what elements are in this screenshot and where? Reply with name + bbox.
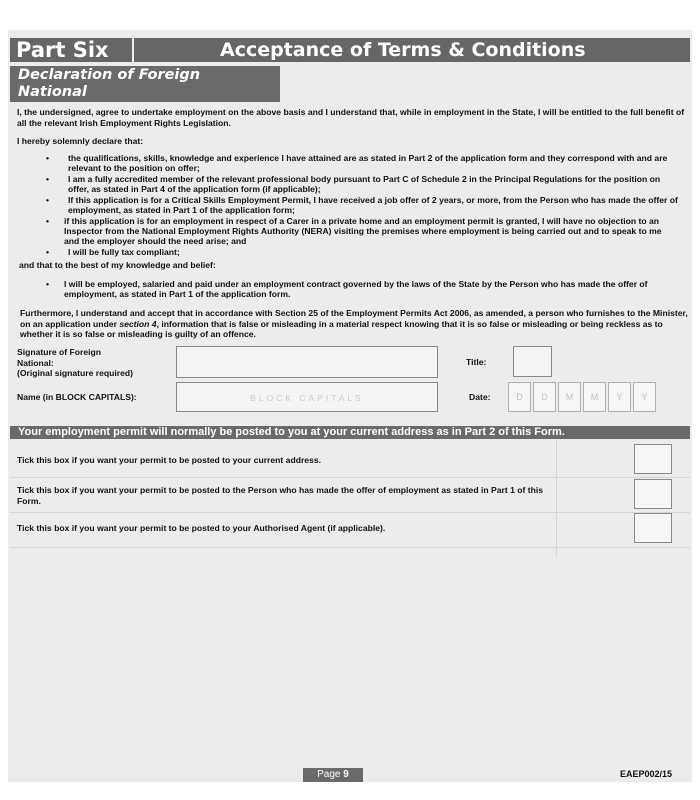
current-address-checkbox[interactable] bbox=[634, 444, 672, 474]
employer-checkbox[interactable] bbox=[634, 479, 672, 509]
furthermore-paragraph: Furthermore, I understand and accept that in accordance with Section 25 of the Employment Permits Act 2006, as amended, a person who furnishes to the Minister, on an application under section 4, information that is false or misleading in a material respect knowing that it is so false or misleading or being reckless as to whether it is so false or misleading is guilty of an offence. bbox=[20, 308, 688, 339]
bullet-icon: • bbox=[46, 279, 50, 289]
declaration-item: • If this application is for a Critical Skills Employment Permit, I have received a job offer of 2 years, or more, from the Person who has made the offer of employment, as stated in Part 1 of the application form; bbox=[46, 195, 678, 215]
belief-item: • I will be employed, salaried and paid under an employment contract governed by the laws of the State by the Person who has made the offer of employment, as stated in Part 1 of the application form. bbox=[46, 279, 648, 299]
page-number: 9 bbox=[343, 769, 349, 780]
header-divider bbox=[132, 38, 134, 62]
name-field[interactable] bbox=[176, 382, 438, 412]
permit-option-agent: Tick this box if you want your permit to be posted to your Authorised Agent (if applicable). bbox=[17, 523, 386, 533]
permit-option-current-address: Tick this box if you want your permit to be posted to your current address. bbox=[17, 455, 322, 465]
part-title: Acceptance of Terms & Conditions bbox=[220, 39, 586, 61]
signature-field[interactable] bbox=[176, 346, 438, 378]
section-title-line-1: Declaration of Foreign bbox=[18, 67, 201, 83]
row-divider bbox=[10, 512, 690, 513]
declaration-item: • the qualifications, skills, knowledge and experience I have attained are as stated in Part 2 of the application form and they correspond with and are relevant to the position on offer; bbox=[46, 153, 668, 173]
row-divider bbox=[10, 547, 690, 548]
intro-paragraph: I, the undersigned, agree to undertake employment on the above basis and I understand that, while in employment in the State, I will be entitled to the full benefit of all the relevant Irish Employment Rights Legislation. bbox=[17, 107, 685, 128]
declaration-item: • I am a fully accredited member of the relevant professional body pursuant to Part C of Schedule 2 in the Principal Regulations for the position on offer, as stated in Part 4 of the application form (if applicable); bbox=[46, 174, 661, 194]
page-number-badge: Page 9 bbox=[303, 768, 363, 782]
column-divider bbox=[556, 440, 557, 558]
bullet-icon: • bbox=[46, 247, 50, 257]
section-title-line-2: National bbox=[18, 84, 87, 100]
row-divider bbox=[10, 477, 690, 478]
declaration-item: • if this application is for an employment in respect of a Carer in a private home and an employment permit is granted, I will have no objection to an Inspector from the National Employment Rights Authority (NERA) visiting the premises where employment is being carried out and to speak to me and the employer should the need arise; and bbox=[46, 216, 662, 246]
belief-list bbox=[18, 279, 678, 299]
date-month-2[interactable]: M bbox=[583, 382, 606, 412]
part-number: Part Six bbox=[16, 38, 109, 62]
permit-heading: Your employment permit will normally be posted to you at your current address as in Part 2 of this Form. bbox=[10, 426, 690, 439]
signature-label: Signature of Foreign National: (Original signature required) bbox=[17, 347, 134, 378]
part-header bbox=[10, 38, 690, 62]
section-reference: section 4 bbox=[119, 318, 157, 329]
date-day-2[interactable]: D bbox=[533, 382, 556, 412]
bullet-icon: • bbox=[46, 195, 50, 205]
form-code: EAEP002/15 bbox=[620, 769, 673, 779]
title-label: Title: bbox=[466, 357, 487, 367]
declare-heading: I hereby solemnly declare that: bbox=[17, 136, 144, 146]
declaration-item: • I will be fully tax compliant; bbox=[46, 247, 180, 257]
bullet-icon: • bbox=[46, 216, 50, 226]
belief-heading: and that to the best of my knowledge and belief: bbox=[19, 260, 216, 270]
date-year-2[interactable]: Y bbox=[633, 382, 656, 412]
date-day-1[interactable]: D bbox=[508, 382, 531, 412]
declaration-list bbox=[18, 153, 678, 257]
agent-checkbox[interactable] bbox=[634, 513, 672, 543]
section-title bbox=[10, 66, 280, 102]
name-placeholder: BLOCK CAPITALS bbox=[250, 393, 364, 403]
bullet-icon: • bbox=[46, 153, 50, 163]
date-month-1[interactable]: M bbox=[558, 382, 581, 412]
bullet-icon: • bbox=[46, 174, 50, 184]
permit-option-employer: Tick this box if you want your permit to be posted to the Person who has made the offer of employment as stated in Part 1 of this Form. bbox=[17, 485, 544, 506]
date-year-1[interactable]: Y bbox=[608, 382, 631, 412]
date-label: Date: bbox=[469, 392, 491, 402]
name-label: Name (in BLOCK CAPITALS): bbox=[17, 392, 137, 402]
title-field[interactable] bbox=[513, 346, 552, 377]
